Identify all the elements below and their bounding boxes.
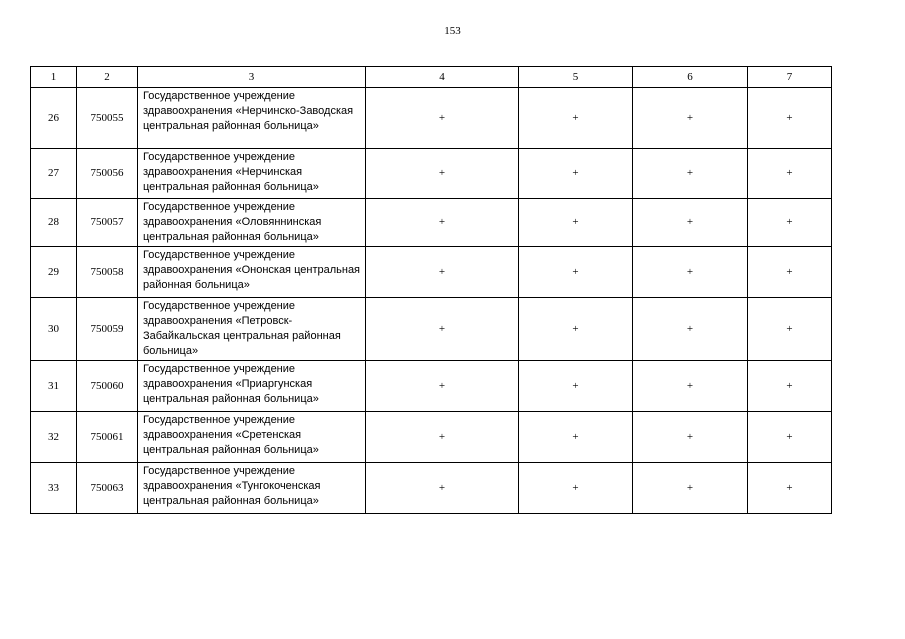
row-number: 33 [31,463,77,514]
institution-name: Государственное учреждение здравоохранения «Тунгокоченская центральная районная больница» [138,463,366,514]
cell-col-6: + [633,88,748,149]
cell-col-5: + [519,88,633,149]
cell-col-6: + [633,412,748,463]
cell-col-6: + [633,463,748,514]
table-row [31,247,832,298]
header-cell-6: 6 [633,67,748,88]
cell-col-7: + [748,149,832,199]
header-cell-4: 4 [366,67,519,88]
cell-col-6: + [633,361,748,412]
institution-code: 750061 [77,412,138,463]
cell-col-5: + [519,298,633,361]
row-number: 27 [31,149,77,199]
table-row [31,463,832,514]
header-cell-7: 7 [748,67,832,88]
cell-col-6: + [633,149,748,199]
institution-code: 750055 [77,88,138,149]
institution-code: 750060 [77,361,138,412]
cell-col-4: + [366,149,519,199]
table-row [31,412,832,463]
cell-col-5: + [519,361,633,412]
page-number: 153 [444,25,461,37]
cell-col-5: + [519,149,633,199]
cell-col-5: + [519,412,633,463]
institution-code: 750058 [77,247,138,298]
institution-code: 750057 [77,199,138,247]
institution-code: 750059 [77,298,138,361]
header-cell-1: 1 [31,67,77,88]
cell-col-5: + [519,247,633,298]
institution-name: Государственное учреждение здравоохранения «Ононская центральная районная больница» [138,247,366,298]
header-cell-5: 5 [519,67,633,88]
data-table [30,66,832,514]
cell-col-5: + [519,463,633,514]
cell-col-4: + [366,361,519,412]
cell-col-4: + [366,463,519,514]
cell-col-6: + [633,247,748,298]
table-row [31,88,832,149]
institution-name: Государственное учреждение здравоохранения «Нерчинско-Заводская центральная районная больница» [138,88,366,149]
table-row [31,298,832,361]
cell-col-7: + [748,88,832,149]
header-cell-2: 2 [77,67,138,88]
cell-col-4: + [366,298,519,361]
institution-name: Государственное учреждение здравоохранения «Сретенская центральная районная больница» [138,412,366,463]
cell-col-4: + [366,199,519,247]
table-header-row [31,67,832,88]
institution-name: Государственное учреждение здравоохранения «Оловяннинская центральная районная больница» [138,199,366,247]
cell-col-7: + [748,361,832,412]
institution-code: 750063 [77,463,138,514]
cell-col-4: + [366,88,519,149]
cell-col-4: + [366,412,519,463]
cell-col-7: + [748,412,832,463]
table-row [31,361,832,412]
cell-col-7: + [748,199,832,247]
cell-col-7: + [748,247,832,298]
row-number: 30 [31,298,77,361]
row-number: 29 [31,247,77,298]
table-row [31,199,832,247]
row-number: 31 [31,361,77,412]
institution-code: 750056 [77,149,138,199]
institution-name: Государственное учреждение здравоохранения «Петровск-Забайкальская центральная районная больница» [138,298,366,361]
table-row [31,149,832,199]
row-number: 32 [31,412,77,463]
cell-col-7: + [748,463,832,514]
cell-col-6: + [633,298,748,361]
institution-name: Государственное учреждение здравоохранения «Нерчинская центральная районная больница» [138,149,366,199]
row-number: 28 [31,199,77,247]
cell-col-5: + [519,199,633,247]
cell-col-4: + [366,247,519,298]
institution-name: Государственное учреждение здравоохранения «Приаргунская центральная районная больница» [138,361,366,412]
header-cell-3: 3 [138,67,366,88]
cell-col-6: + [633,199,748,247]
cell-col-7: + [748,298,832,361]
row-number: 26 [31,88,77,149]
